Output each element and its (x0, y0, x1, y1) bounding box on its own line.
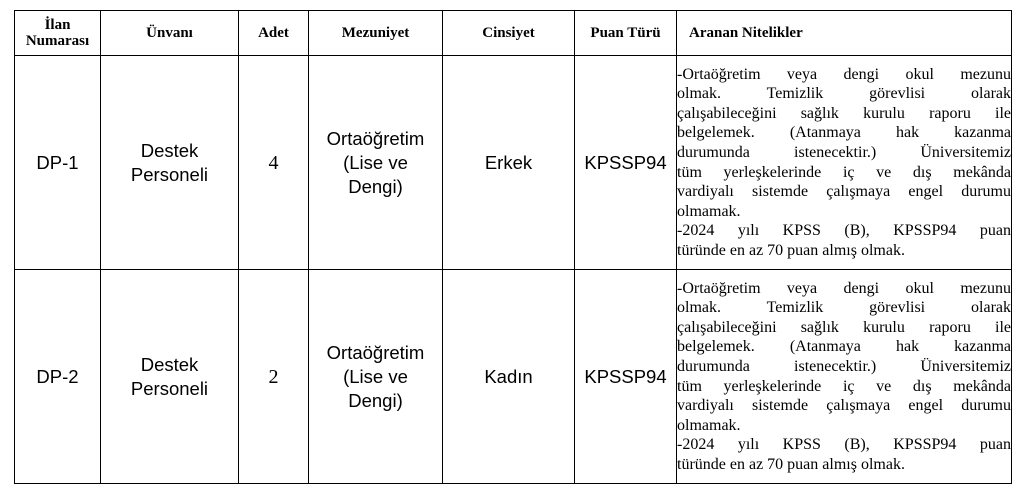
nitelik-line: olmak. Temizlik görevlisi olarak (677, 85, 1011, 103)
cell-adet (239, 56, 309, 270)
nitelik-line: olmamak. (677, 202, 741, 220)
header-unvan: Ünvanı (101, 11, 239, 56)
cell-mezuniyet (309, 270, 443, 484)
header-row (15, 11, 1012, 56)
nitelik-line: -2024 yılı KPSS (B), KPSSP94 puan (677, 436, 1011, 454)
nitelik-line: belgelemek. (Atanmaya hak kazanma (677, 338, 1011, 356)
nitelik-line: durumunda istenecektir.) Üniversitemiz (677, 143, 1011, 161)
header-ilan-numarasi-line2: Numarası (25, 33, 90, 49)
puan-turu-text: KPSSP94 (584, 365, 667, 387)
header-adet: Adet (239, 11, 309, 56)
nitelik-line: durumunda istenecektir.) Üniversitemiz (677, 357, 1011, 375)
cell-adet (239, 270, 309, 484)
header-aranan-nitelikler: Aranan Nitelikler (677, 11, 1012, 56)
cell-mezuniyet (309, 56, 443, 270)
ilan-no-text: DP-1 (36, 151, 79, 173)
mezuniyet-line1: Ortaöğretim (326, 341, 425, 363)
cell-cinsiyet (443, 56, 575, 270)
nitelik-line: -Ortaöğretim veya dengi okul mezunu (677, 279, 1011, 297)
mezuniyet-line2: (Lise ve (343, 151, 408, 173)
cell-unvan (101, 56, 239, 270)
nitelik-line: türünde en az 70 puan almış olmak. (677, 455, 905, 473)
table-row (15, 270, 1012, 484)
nitelik-line: vardiyalı sistemde çalışmaya engel durumu (677, 397, 1011, 415)
nitelik-line: türünde en az 70 puan almış olmak. (677, 241, 905, 259)
nitelik-line: çalışabileceğini sağlık kurulu raporu ile (677, 104, 1011, 122)
adet-text: 4 (268, 151, 279, 174)
header-mezuniyet: Mezuniyet (309, 11, 443, 56)
cell-unvan (101, 270, 239, 484)
mezuniyet-line3: Dengi) (348, 389, 403, 411)
nitelik-line: tüm yerleşkelerinde iç ve dış mekânda (677, 377, 1011, 395)
cell-cinsiyet (443, 270, 575, 484)
unvan-line1: Destek (140, 353, 199, 375)
nitelik-line: -Ortaöğretim veya dengi okul mezunu (677, 65, 1011, 83)
cell-ilan-no (15, 270, 101, 484)
unvan-text (131, 139, 208, 187)
unvan-text (131, 353, 208, 401)
header-ilan-numarasi (15, 11, 101, 56)
mezuniyet-line2: (Lise ve (343, 365, 408, 387)
nitelik-line: vardiyalı sistemde çalışmaya engel durumu (677, 183, 1011, 201)
job-posting-table (14, 10, 1012, 484)
header-ilan-numarasi-line1: İlan (44, 17, 71, 33)
nitelik-line: tüm yerleşkelerinde iç ve dış mekânda (677, 163, 1011, 181)
nitelik-line: -2024 yılı KPSS (B), KPSSP94 puan (677, 222, 1011, 240)
nitelik-line: olmak. Temizlik görevlisi olarak (677, 299, 1011, 317)
unvan-line2: Personeli (130, 163, 209, 185)
mezuniyet-line1: Ortaöğretim (326, 127, 425, 149)
cell-ilan-no (15, 56, 101, 270)
cinsiyet-text: Erkek (484, 151, 533, 173)
mezuniyet-text (327, 341, 425, 413)
ilan-no-text: DP-2 (36, 365, 79, 387)
cell-aranan-nitelikler (677, 56, 1012, 270)
nitelik-line: belgelemek. (Atanmaya hak kazanma (677, 124, 1011, 142)
cell-puan-turu (575, 270, 677, 484)
adet-text: 2 (268, 365, 279, 388)
unvan-line1: Destek (140, 139, 199, 161)
header-puan-turu: Puan Türü (575, 11, 677, 56)
puan-turu-text: KPSSP94 (584, 151, 667, 173)
nitelik-line: çalışabileceğini sağlık kurulu raporu ile (677, 318, 1011, 336)
cell-aranan-nitelikler (677, 270, 1012, 484)
nitelik-line: olmamak. (677, 416, 741, 434)
unvan-line2: Personeli (130, 377, 209, 399)
header-cinsiyet: Cinsiyet (443, 11, 575, 56)
mezuniyet-text (327, 127, 425, 199)
mezuniyet-line3: Dengi) (348, 175, 403, 197)
cell-puan-turu (575, 56, 677, 270)
cinsiyet-text: Kadın (484, 365, 533, 387)
table-row (15, 56, 1012, 270)
